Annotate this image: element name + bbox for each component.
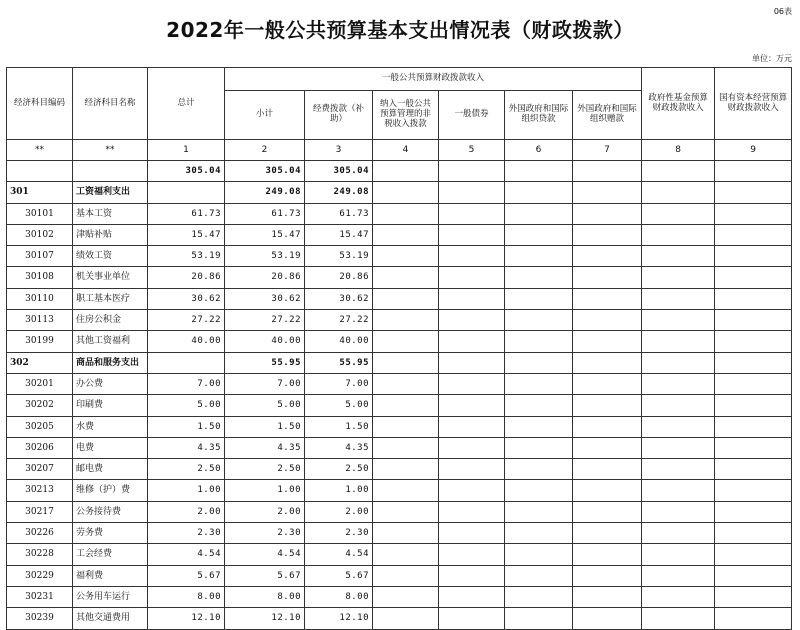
cell-gov-fund (642, 246, 715, 267)
cell-econ-name: 基本工资 (73, 203, 148, 224)
cell-foreign-grant (573, 395, 642, 416)
cell-foreign-grant (573, 523, 642, 544)
cell-general-bond (439, 395, 505, 416)
cell-econ-name: 公务接待费 (73, 501, 148, 522)
cell-econ-name: 其他交通费用 (73, 608, 148, 629)
cell-econ-code: 30113 (7, 310, 73, 331)
cell-state-capital (715, 161, 792, 182)
cell-non-tax (373, 416, 439, 437)
cell-funding: 1.50 (305, 416, 373, 437)
table-row (7, 480, 792, 501)
cell-funding: 30.62 (305, 288, 373, 309)
cell-gov-fund (642, 459, 715, 480)
total-row (7, 161, 792, 182)
cell-general-bond (439, 373, 505, 394)
table-row (7, 310, 792, 331)
cell-foreign-grant (573, 224, 642, 245)
cell-funding: 8.00 (305, 586, 373, 607)
cell-subtotal: 12.10 (225, 608, 305, 629)
cell-non-tax (373, 203, 439, 224)
cell-foreign-grant (573, 288, 642, 309)
cell-foreign-grant (573, 331, 642, 352)
cell-foreign-loan (505, 224, 573, 245)
cell-general-bond (439, 224, 505, 245)
cell-econ-code: 30231 (7, 586, 73, 607)
cell-state-capital (715, 565, 792, 586)
cell-foreign-loan (505, 544, 573, 565)
cell-econ-code: 30107 (7, 246, 73, 267)
cell-econ-code: 301 (7, 182, 73, 203)
cell-subtotal: 27.22 (225, 310, 305, 331)
cell-econ-code: 302 (7, 352, 73, 373)
cell-non-tax (373, 523, 439, 544)
index-cell: 8 (642, 140, 715, 161)
cell-subtotal: 30.62 (225, 288, 305, 309)
cell-gov-fund (642, 288, 715, 309)
cell-foreign-loan (505, 352, 573, 373)
cell-total: 2.30 (148, 523, 225, 544)
table-row (7, 395, 792, 416)
cell-gov-fund (642, 182, 715, 203)
cell-econ-name: 印刷费 (73, 395, 148, 416)
cell-econ-code: 30108 (7, 267, 73, 288)
cell-foreign-loan (505, 395, 573, 416)
index-cell: 6 (505, 140, 573, 161)
cell-subtotal: 2.00 (225, 501, 305, 522)
cell-state-capital (715, 437, 792, 458)
category-row (7, 352, 792, 373)
cell-econ-name: 机关事业单位 (73, 267, 148, 288)
cell-total (148, 352, 225, 373)
table-row (7, 501, 792, 522)
index-cell: ** (73, 140, 148, 161)
index-cell: 5 (439, 140, 505, 161)
cell-general-bond (439, 565, 505, 586)
cell-non-tax (373, 608, 439, 629)
cell-general-bond (439, 523, 505, 544)
cell-foreign-grant (573, 437, 642, 458)
cell-state-capital (715, 203, 792, 224)
cell-foreign-loan (505, 288, 573, 309)
cell-total (148, 182, 225, 203)
cell-total: 7.00 (148, 373, 225, 394)
cell-general-bond (439, 182, 505, 203)
cell-econ-code: 30202 (7, 395, 73, 416)
cell-gov-fund (642, 416, 715, 437)
cell-econ-name: 工资福利支出 (73, 182, 148, 203)
cell-foreign-loan (505, 310, 573, 331)
cell-gov-fund (642, 480, 715, 501)
cell-econ-code: 30110 (7, 288, 73, 309)
cell-funding: 12.10 (305, 608, 373, 629)
cell-non-tax (373, 267, 439, 288)
cell-gov-fund (642, 544, 715, 565)
cell-general-bond (439, 416, 505, 437)
cell-subtotal: 1.50 (225, 416, 305, 437)
cell-econ-code: 30213 (7, 480, 73, 501)
cell-general-bond (439, 246, 505, 267)
cell-non-tax (373, 373, 439, 394)
cell-subtotal: 7.00 (225, 373, 305, 394)
cell-funding: 4.54 (305, 544, 373, 565)
cell-state-capital (715, 544, 792, 565)
cell-general-bond (439, 480, 505, 501)
cell-general-bond (439, 161, 505, 182)
cell-gov-fund (642, 437, 715, 458)
cell-foreign-loan (505, 416, 573, 437)
header-gov-fund: 政府性基金预算财政拨款收入 (642, 68, 715, 140)
cell-foreign-grant (573, 161, 642, 182)
cell-non-tax (373, 480, 439, 501)
cell-subtotal: 40.00 (225, 331, 305, 352)
cell-state-capital (715, 480, 792, 501)
cell-non-tax (373, 501, 439, 522)
cell-general-bond (439, 267, 505, 288)
table-row (7, 331, 792, 352)
cell-total: 5.67 (148, 565, 225, 586)
cell-funding: 27.22 (305, 310, 373, 331)
cell-state-capital (715, 373, 792, 394)
cell-econ-name: 其他工资福利 (73, 331, 148, 352)
cell-gov-fund (642, 310, 715, 331)
cell-gov-fund (642, 395, 715, 416)
cell-econ-name: 劳务费 (73, 523, 148, 544)
cell-foreign-grant (573, 608, 642, 629)
cell-general-bond (439, 352, 505, 373)
cell-gov-fund (642, 523, 715, 544)
cell-econ-code: 30201 (7, 373, 73, 394)
cell-gov-fund (642, 501, 715, 522)
header-non-tax: 纳入一般公共预算管理的非税收入拨款 (373, 91, 439, 140)
cell-state-capital (715, 288, 792, 309)
cell-state-capital (715, 586, 792, 607)
cell-state-capital (715, 395, 792, 416)
cell-econ-name: 工会经费 (73, 544, 148, 565)
cell-general-bond (439, 608, 505, 629)
table-row (7, 608, 792, 629)
cell-total: 53.19 (148, 246, 225, 267)
cell-non-tax (373, 437, 439, 458)
cell-funding: 20.86 (305, 267, 373, 288)
cell-foreign-grant (573, 352, 642, 373)
cell-state-capital (715, 331, 792, 352)
table-row (7, 267, 792, 288)
cell-non-tax (373, 586, 439, 607)
cell-state-capital (715, 523, 792, 544)
cell-state-capital (715, 459, 792, 480)
cell-state-capital (715, 310, 792, 331)
cell-general-bond (439, 310, 505, 331)
header-state-capital: 国有资本经营预算财政拨款收入 (715, 68, 792, 140)
cell-econ-name: 职工基本医疗 (73, 288, 148, 309)
cell-foreign-grant (573, 544, 642, 565)
cell-econ-code: 30229 (7, 565, 73, 586)
cell-funding: 1.00 (305, 480, 373, 501)
cell-subtotal: 1.00 (225, 480, 305, 501)
cell-subtotal: 249.08 (225, 182, 305, 203)
cell-foreign-grant (573, 586, 642, 607)
table-row (7, 565, 792, 586)
cell-general-bond (439, 501, 505, 522)
cell-gov-fund (642, 224, 715, 245)
cell-econ-code: 30217 (7, 501, 73, 522)
cell-foreign-grant (573, 373, 642, 394)
cell-econ-name: 津贴补贴 (73, 224, 148, 245)
cell-funding: 249.08 (305, 182, 373, 203)
cell-state-capital (715, 182, 792, 203)
cell-econ-code: 30207 (7, 459, 73, 480)
cell-non-tax (373, 565, 439, 586)
table-number-label: 06表 (773, 7, 792, 16)
cell-econ-code: 30199 (7, 331, 73, 352)
cell-gov-fund (642, 161, 715, 182)
cell-total: 27.22 (148, 310, 225, 331)
cell-state-capital (715, 416, 792, 437)
cell-funding: 305.04 (305, 161, 373, 182)
cell-econ-name: 公务用车运行 (73, 586, 148, 607)
table-row (7, 203, 792, 224)
cell-econ-name (73, 161, 148, 182)
cell-general-bond (439, 331, 505, 352)
header-total: 总计 (148, 68, 225, 140)
cell-general-bond (439, 459, 505, 480)
budget-table-body (7, 161, 792, 630)
cell-total: 2.00 (148, 501, 225, 522)
cell-econ-code (7, 161, 73, 182)
cell-subtotal: 305.04 (225, 161, 305, 182)
index-cell: 4 (373, 140, 439, 161)
cell-foreign-loan (505, 161, 573, 182)
cell-total: 4.54 (148, 544, 225, 565)
cell-total: 4.35 (148, 437, 225, 458)
cell-econ-name: 福利费 (73, 565, 148, 586)
cell-non-tax (373, 310, 439, 331)
cell-econ-code: 30102 (7, 224, 73, 245)
cell-total: 40.00 (148, 331, 225, 352)
header-general-bond: 一般债券 (439, 91, 505, 140)
cell-gov-fund (642, 203, 715, 224)
cell-total: 2.50 (148, 459, 225, 480)
cell-econ-code: 30228 (7, 544, 73, 565)
cell-subtotal: 53.19 (225, 246, 305, 267)
index-cell: 1 (148, 140, 225, 161)
cell-funding: 40.00 (305, 331, 373, 352)
cell-subtotal: 2.50 (225, 459, 305, 480)
index-cell: 2 (225, 140, 305, 161)
cell-econ-name: 邮电费 (73, 459, 148, 480)
cell-state-capital (715, 352, 792, 373)
table-row (7, 586, 792, 607)
cell-funding: 5.00 (305, 395, 373, 416)
cell-funding: 61.73 (305, 203, 373, 224)
cell-econ-name: 住房公积金 (73, 310, 148, 331)
cell-gov-fund (642, 608, 715, 629)
cell-funding: 2.50 (305, 459, 373, 480)
page-title: 2022年一般公共预算基本支出情况表（财政拨款） (166, 18, 634, 42)
table-row (7, 523, 792, 544)
header-funding: 经费拨款（补助） (305, 91, 373, 140)
cell-econ-code: 30101 (7, 203, 73, 224)
cell-total: 12.10 (148, 608, 225, 629)
index-cell: 7 (573, 140, 642, 161)
cell-funding: 4.35 (305, 437, 373, 458)
cell-foreign-loan (505, 331, 573, 352)
index-cell: 3 (305, 140, 373, 161)
cell-non-tax (373, 288, 439, 309)
cell-subtotal: 4.35 (225, 437, 305, 458)
header-foreign-loan: 外国政府和国际组织贷款 (505, 91, 573, 140)
cell-state-capital (715, 501, 792, 522)
cell-state-capital (715, 246, 792, 267)
cell-econ-name: 电费 (73, 437, 148, 458)
cell-non-tax (373, 544, 439, 565)
cell-subtotal: 20.86 (225, 267, 305, 288)
header-subtotal: 小计 (225, 91, 305, 140)
cell-general-bond (439, 203, 505, 224)
cell-state-capital (715, 267, 792, 288)
cell-subtotal: 5.67 (225, 565, 305, 586)
table-row (7, 544, 792, 565)
index-cell: 9 (715, 140, 792, 161)
cell-state-capital (715, 224, 792, 245)
cell-foreign-loan (505, 267, 573, 288)
cell-funding: 5.67 (305, 565, 373, 586)
cell-gov-fund (642, 352, 715, 373)
cell-subtotal: 8.00 (225, 586, 305, 607)
cell-foreign-loan (505, 373, 573, 394)
cell-gov-fund (642, 586, 715, 607)
header-econ-code: 经济科目编码 (7, 68, 73, 140)
cell-foreign-loan (505, 586, 573, 607)
header-general-budget-group: 一般公共预算财政拨款收入 (225, 68, 642, 91)
cell-non-tax (373, 331, 439, 352)
cell-econ-code: 30226 (7, 523, 73, 544)
cell-foreign-loan (505, 480, 573, 501)
cell-gov-fund (642, 331, 715, 352)
cell-foreign-grant (573, 501, 642, 522)
table-row (7, 459, 792, 480)
cell-total: 61.73 (148, 203, 225, 224)
cell-state-capital (715, 608, 792, 629)
cell-funding: 53.19 (305, 246, 373, 267)
cell-foreign-loan (505, 182, 573, 203)
cell-gov-fund (642, 373, 715, 394)
cell-total: 305.04 (148, 161, 225, 182)
cell-foreign-loan (505, 459, 573, 480)
cell-foreign-grant (573, 246, 642, 267)
cell-econ-name: 商品和服务支出 (73, 352, 148, 373)
cell-foreign-grant (573, 416, 642, 437)
cell-non-tax (373, 352, 439, 373)
cell-general-bond (439, 437, 505, 458)
cell-econ-name: 维修（护）费 (73, 480, 148, 501)
category-row (7, 182, 792, 203)
cell-foreign-grant (573, 480, 642, 501)
cell-total: 1.00 (148, 480, 225, 501)
cell-total: 15.47 (148, 224, 225, 245)
cell-subtotal: 55.95 (225, 352, 305, 373)
cell-non-tax (373, 395, 439, 416)
cell-foreign-grant (573, 459, 642, 480)
cell-econ-name: 水费 (73, 416, 148, 437)
cell-econ-code: 30239 (7, 608, 73, 629)
table-row (7, 288, 792, 309)
cell-subtotal: 2.30 (225, 523, 305, 544)
cell-foreign-loan (505, 523, 573, 544)
cell-funding: 15.47 (305, 224, 373, 245)
cell-subtotal: 61.73 (225, 203, 305, 224)
cell-foreign-loan (505, 565, 573, 586)
table-row (7, 224, 792, 245)
cell-foreign-loan (505, 437, 573, 458)
cell-foreign-loan (505, 501, 573, 522)
unit-label: 单位：万元 (752, 54, 792, 63)
cell-general-bond (439, 288, 505, 309)
table-row (7, 373, 792, 394)
cell-foreign-grant (573, 182, 642, 203)
cell-foreign-grant (573, 267, 642, 288)
cell-foreign-loan (505, 608, 573, 629)
cell-subtotal: 4.54 (225, 544, 305, 565)
cell-subtotal: 5.00 (225, 395, 305, 416)
cell-general-bond (439, 586, 505, 607)
cell-econ-name: 办公费 (73, 373, 148, 394)
cell-non-tax (373, 161, 439, 182)
cell-econ-name: 绩效工资 (73, 246, 148, 267)
cell-foreign-grant (573, 203, 642, 224)
cell-non-tax (373, 182, 439, 203)
table-row (7, 246, 792, 267)
cell-non-tax (373, 459, 439, 480)
cell-total: 8.00 (148, 586, 225, 607)
cell-foreign-loan (505, 203, 573, 224)
budget-table (6, 67, 792, 630)
cell-total: 5.00 (148, 395, 225, 416)
cell-funding: 55.95 (305, 352, 373, 373)
cell-non-tax (373, 246, 439, 267)
index-cell: ** (7, 140, 73, 161)
budget-table-container (6, 67, 792, 630)
cell-subtotal: 15.47 (225, 224, 305, 245)
cell-total: 30.62 (148, 288, 225, 309)
cell-foreign-grant (573, 565, 642, 586)
cell-econ-code: 30205 (7, 416, 73, 437)
cell-gov-fund (642, 565, 715, 586)
header-econ-name: 经济科目名称 (73, 68, 148, 140)
cell-total: 1.50 (148, 416, 225, 437)
table-row (7, 437, 792, 458)
cell-total: 20.86 (148, 267, 225, 288)
cell-foreign-loan (505, 246, 573, 267)
cell-non-tax (373, 224, 439, 245)
table-row (7, 416, 792, 437)
cell-funding: 2.00 (305, 501, 373, 522)
cell-gov-fund (642, 267, 715, 288)
cell-general-bond (439, 544, 505, 565)
cell-funding: 7.00 (305, 373, 373, 394)
cell-econ-code: 30206 (7, 437, 73, 458)
cell-funding: 2.30 (305, 523, 373, 544)
header-foreign-grant: 外国政府和国际组织赠款 (573, 91, 642, 140)
cell-foreign-grant (573, 310, 642, 331)
